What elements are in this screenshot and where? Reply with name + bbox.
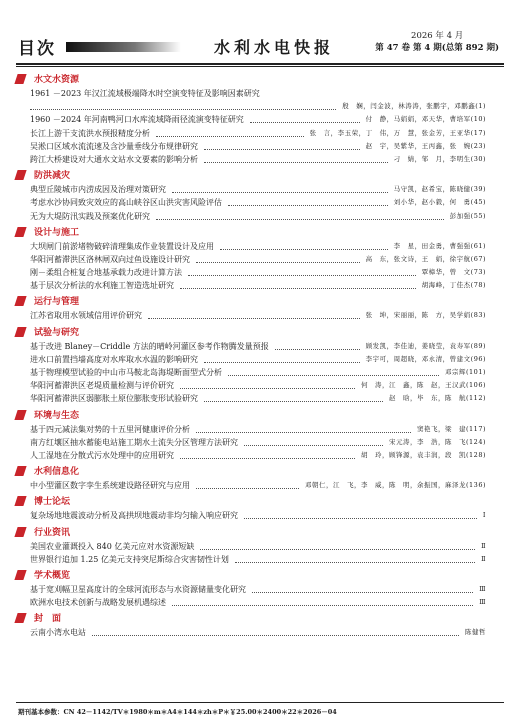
article-authors-page: 李宇可，周超晓，邓永清，曾建文(96) [365, 354, 486, 363]
section-title: 行业资讯 [34, 527, 71, 538]
toc-entry[interactable] [30, 449, 486, 462]
leader-dots [220, 240, 388, 250]
article-title: 进水口前置挡墙高度对水库取水水温的影响研究 [30, 354, 198, 364]
toc-section [30, 494, 486, 522]
section-marker-icon [14, 527, 26, 537]
article-authors-page: 邓朝仁，江 飞，李 威，陈 明，余振国，麻泽龙(136) [305, 481, 486, 490]
toc-entry[interactable] [30, 113, 486, 126]
page-header [0, 26, 519, 62]
footer-rule [16, 702, 504, 703]
toc-section [30, 568, 486, 609]
article-title: 欧洲水电技术创新与战略发展机遇综述 [30, 598, 166, 608]
article-authors-page: 胡 玲，顾锋源，袁丰润，段 凯(128) [361, 450, 486, 459]
article-authors-page: 张 言，李玉荣，丁 伟，万 慧，张金芳，王亚华(17) [309, 128, 486, 137]
section-marker-icon [14, 327, 26, 337]
section-header [30, 225, 486, 239]
section-marker-icon [14, 74, 26, 84]
article-authors-page: 宋元涛，李 浩，陈 飞(124) [389, 437, 486, 446]
article-authors-page: 李 星，田金勇，曹强强(61) [393, 241, 486, 250]
section-marker-icon [14, 296, 26, 306]
leader-dots [156, 127, 304, 137]
toc-entry[interactable] [30, 479, 486, 492]
article-authors-page: Ⅱ [481, 554, 486, 563]
article-title: 无为大堤防汛实践及预案优化研究 [30, 211, 150, 221]
article-authors-page: 赵 晗，毕 东，陈 航(112) [389, 394, 486, 403]
article-authors-page: 赵 宇，吴紫华，王丙鑫，张 婉(23) [365, 141, 486, 150]
leader-dots [250, 113, 360, 123]
toc-entry[interactable] [30, 153, 486, 166]
leader-dots [156, 210, 444, 220]
leader-dots [92, 626, 459, 636]
leader-dots [196, 479, 299, 489]
article-title: 大坝闸门前淤堵物破碎清理集成作业装置设计及应用 [30, 241, 214, 251]
article-authors-page: Ⅲ [479, 598, 486, 607]
toc-section [30, 408, 486, 463]
section-marker-icon [14, 466, 26, 476]
toc-label-bar [66, 42, 181, 52]
article-title: 长江上游干支流洪水预报精度分析 [30, 128, 150, 138]
section-title: 水文水资源 [34, 75, 80, 85]
toc-label: 目次 [18, 39, 56, 59]
toc-entry[interactable] [30, 366, 486, 379]
toc-entry[interactable] [30, 127, 486, 140]
toc-entry[interactable] [30, 423, 486, 436]
issue-info [375, 30, 499, 54]
article-authors-page: 邓宗辉(101) [445, 368, 486, 376]
toc-section [30, 325, 486, 406]
article-authors-page: 窦艳飞，梁 建(117) [417, 424, 486, 433]
toc-entry[interactable] [30, 436, 486, 449]
toc-section [30, 294, 486, 322]
section-title: 博士论坛 [34, 497, 71, 508]
toc-entry[interactable] [30, 210, 486, 223]
toc-entry[interactable] [30, 266, 486, 279]
toc-entry[interactable] [30, 100, 486, 113]
toc-entry[interactable] [30, 196, 486, 209]
leader-dots [204, 140, 360, 150]
article-title: 刚－柔组合桩复合地基承载力改进计算方法 [30, 268, 182, 278]
toc-entry[interactable] [30, 583, 486, 596]
leader-dots [200, 540, 475, 550]
article-authors-page: 马守凯，赵希宝，陈晓健(39) [393, 185, 486, 194]
journal-title: 水利水电快报 [214, 38, 335, 57]
section-marker-icon [14, 227, 26, 237]
leader-dots [252, 583, 473, 593]
article-authors-page: 何 涛，江 鑫，陈 赵，王汉武(106) [361, 381, 486, 390]
leader-dots [188, 266, 416, 276]
header-rule [16, 63, 504, 65]
leader-dots [235, 553, 475, 563]
table-of-contents [30, 70, 486, 639]
section-title: 试验与研究 [34, 327, 80, 338]
article-title: 跨江大桥建设对大通水文站水文要素的影响分析 [30, 154, 198, 164]
article-authors-page: Ⅱ [481, 541, 486, 550]
article-title: 基于物理模型试验的中山市马鞍北岛海堤断面型式分析 [30, 368, 222, 377]
article-title: 南方红壤区抽水蓄能电站施工期水土流失分区管理方法研究 [30, 437, 238, 447]
toc-section [30, 168, 486, 223]
toc-section [30, 525, 486, 566]
section-title: 学术概览 [34, 570, 71, 581]
toc-entry[interactable] [30, 353, 486, 366]
section-header [30, 611, 486, 625]
leader-dots [180, 279, 416, 289]
toc-entry[interactable] [30, 596, 486, 609]
section-header [30, 464, 486, 478]
toc-section [30, 611, 486, 639]
toc-entry[interactable] [30, 392, 486, 405]
article-title: 华阳河蓄滞洪区老堤质量检测与评价研究 [30, 381, 174, 391]
article-authors-page: 刘小华，赵小毅，何 勇(45) [393, 198, 486, 207]
toc-entry[interactable] [30, 340, 486, 353]
section-marker-icon [14, 496, 26, 506]
section-title: 环境与生态 [34, 410, 80, 421]
leader-dots [180, 379, 355, 389]
section-marker-icon [14, 570, 26, 580]
article-title: 吴淞口区域水流流速及含沙量垂线分布规律研究 [30, 141, 198, 151]
issue-date: 2026 年 4 月 [411, 31, 464, 41]
toc-entry[interactable] [30, 279, 486, 292]
journal-parameters: 期刊基本参数：CN 42－1142/TV＊1980＊m＊A4＊144＊zh＊P＊￥25.00＊2400＊22＊2026－04 [18, 708, 337, 716]
leader-dots [204, 353, 360, 363]
section-header [30, 294, 486, 308]
article-authors-page: 高 东，张文诗，王 娟，徐宇航(67) [365, 254, 486, 263]
issue-volume: 第 47 卷 第 4 期(总第 892 期) [375, 43, 499, 53]
section-header [30, 325, 486, 339]
leader-dots [204, 153, 388, 163]
section-title: 防洪减灾 [34, 171, 71, 182]
article-authors-page: 陈健哲 [465, 628, 486, 637]
leader-dots [204, 392, 383, 402]
toc-entry[interactable] [30, 140, 486, 153]
section-header [30, 525, 486, 539]
toc-section [30, 464, 486, 492]
toc-entry[interactable] [30, 183, 486, 196]
toc-entry[interactable] [30, 509, 486, 522]
section-marker-icon [14, 613, 26, 623]
article-title: 云南小湾水电站 [30, 628, 86, 638]
toc-entry[interactable] [30, 553, 486, 566]
article-authors-page: 刁 婧，邹 月，李明生(30) [393, 154, 486, 163]
article-title: 考虑水沙协同致灾效应的高山峡谷区山洪灾害风险评估 [30, 198, 222, 208]
toc-entry[interactable] [30, 240, 486, 253]
article-authors-page: Ⅲ [479, 584, 486, 593]
article-title: 基于改进 Blaney－Criddle 方法的晴岭河灌区参考作物腾发量预报 [30, 341, 269, 351]
leader-dots [180, 449, 355, 459]
leader-dots [196, 253, 360, 263]
section-title: 水利信息化 [34, 467, 80, 478]
toc-section [30, 72, 486, 166]
article-authors-page: 付 静，马娟娟，邓天华，曹培军(10) [365, 115, 486, 124]
section-title: 封 面 [34, 614, 62, 625]
article-authors-page: 顾发凯，李佳迪，姜晓莹，袁寿军(89) [365, 341, 486, 350]
leader-dots [30, 100, 336, 110]
article-title: 基于四元减法集对势的十五里河健康评价分析 [30, 424, 190, 434]
article-title: 基于宽刈幅卫星高度计的全球河流形态与水资源储量变化研究 [30, 584, 246, 594]
article-title: 中小型灌区数字孪生系统建设路径研究与应用 [30, 481, 190, 491]
article-authors-page: 胡海峰，丁佳杰(78) [421, 281, 486, 290]
leader-dots [172, 596, 473, 606]
article-title: 江苏省取用水领域信用评价研究 [30, 311, 142, 321]
leader-dots [172, 183, 388, 193]
leader-dots [196, 423, 411, 433]
header-rule-thin [16, 66, 504, 67]
article-title: 人工湿地在分散式污水处理中的应用研究 [30, 450, 174, 460]
article-title: 1960 －2024 年河南鸭河口水库流域降雨径流演变特征研究 [30, 115, 244, 125]
toc-entry[interactable] [30, 540, 486, 553]
article-authors-page: 张 坤，宋丽丽，陈 方，吴学娟(83) [365, 311, 486, 320]
toc-entry[interactable] [30, 87, 486, 100]
article-title: 华阳河蓄滞洪区洛林闸双向过鱼设施设计研究 [30, 254, 190, 264]
article-title: 典型丘陵城市内涝成因及治理对策研究 [30, 185, 166, 195]
toc-entry[interactable] [30, 309, 486, 322]
leader-dots [244, 436, 383, 446]
section-header [30, 408, 486, 422]
leader-dots [148, 309, 360, 319]
section-marker-icon [14, 410, 26, 420]
section-header [30, 72, 486, 86]
toc-entry[interactable] [30, 626, 486, 639]
leader-dots [275, 340, 360, 350]
section-title: 运行与管理 [34, 297, 80, 308]
article-title: 1961 －2023 年汉江流域极端降水时空演变特征及影响因素研究 [30, 89, 260, 98]
article-authors-page: 覃樟华，曾 文(73) [421, 268, 486, 277]
article-authors-page: 彭加强(55) [449, 211, 486, 220]
leader-dots [228, 196, 388, 206]
leader-dots [244, 509, 477, 519]
section-title: 设计与施工 [34, 227, 80, 238]
section-marker-icon [14, 170, 26, 180]
article-title: 复杂场地地震波动分析及高拱坝地震动非均匀输入响应研究 [30, 511, 238, 521]
toc-entry[interactable] [30, 253, 486, 266]
article-authors-page: 殷 娴，闫金波，林涛涛，张鹏宇，邓鹏鑫(1) [342, 102, 486, 111]
toc-entry[interactable] [30, 379, 486, 392]
toc-section [30, 225, 486, 293]
article-title: 世界银行追加 1.25 亿美元支持突尼斯综合灾害韧性计划 [30, 554, 229, 564]
section-header [30, 494, 486, 508]
article-authors-page: Ⅰ [482, 511, 486, 520]
leader-dots [228, 366, 439, 376]
article-title: 基于层次分析法的水利施工智造选址研究 [30, 281, 174, 291]
article-title: 华阳河蓄滞洪区弱膨胀土原位膨胀变形试验研究 [30, 394, 198, 404]
section-header [30, 568, 486, 582]
section-header [30, 168, 486, 182]
article-title: 美国农业灌溉投入 840 亿美元应对水资源短缺 [30, 541, 195, 551]
